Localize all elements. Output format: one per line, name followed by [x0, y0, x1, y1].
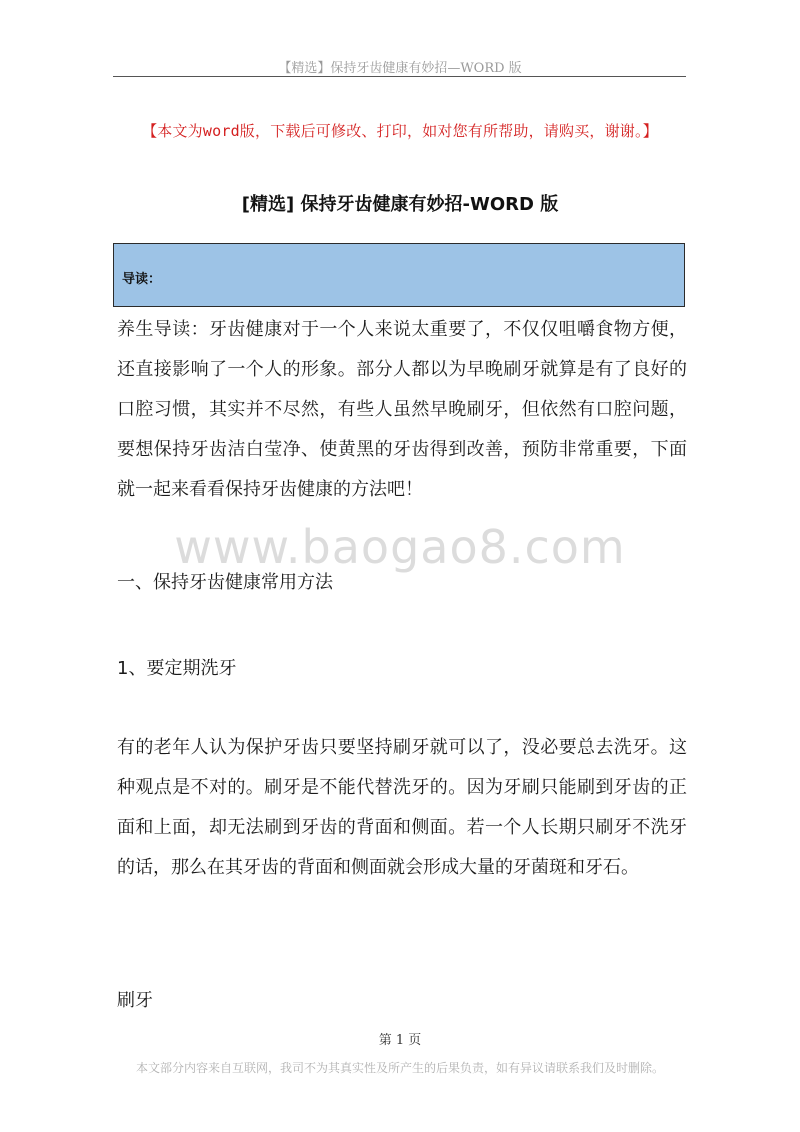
lead-box	[113, 243, 685, 307]
site-watermark: www.baogao8.com	[174, 520, 626, 574]
body-paragraph: 有的老年人认为保护牙齿只要坚持刷牙就可以了，没必要总去洗牙。这种观点是不对的。刷牙是不能代替洗牙的。因为牙刷只能刷到牙齿的正面和上面，却无法刷到牙齿的背面和侧面。若一个人长期只刷牙不洗牙的话，那么在其牙齿的背面和侧面就会形成大量的牙菌斑和牙石。	[117, 737, 687, 878]
lead-label: 导读：	[122, 272, 162, 287]
intro-paragraph: 养生导读：牙齿健康对于一个人来说太重要了，不仅仅咀嚼食物方便，还直接影响了一个人的形象。部分人都以为早晚刷牙就算是有了良好的口腔习惯，其实并不尽然，有些人虽然早晚刷牙，但依然有口腔问题，要想保持牙齿洁白莹净、使黄黑的牙齿得到改善，预防非常重要，下面就一起来看看保持牙齿健康的方法吧！	[117, 319, 687, 500]
running-header: 【精选】保持牙齿健康有妙招—WORD 版	[278, 61, 522, 76]
section-heading: 一、保持牙齿健康常用方法	[117, 572, 333, 593]
purchase-notice: 【本文为word版，下载后可修改、打印，如对您有所帮助，请购买，谢谢。】	[142, 122, 658, 140]
sub-heading: 1、要定期洗牙	[117, 658, 237, 679]
footer-disclaimer: 本文部分内容来自互联网，我司不为其真实性及所产生的后果负责，如有异议请联系我们及时删除。	[135, 1061, 664, 1075]
document-title: [精选] 保持牙齿健康有妙招-WORD 版	[241, 194, 559, 215]
tail-heading: 刷牙	[117, 990, 153, 1011]
header-divider	[113, 76, 686, 77]
page-number: 第 1 页	[378, 1033, 422, 1048]
